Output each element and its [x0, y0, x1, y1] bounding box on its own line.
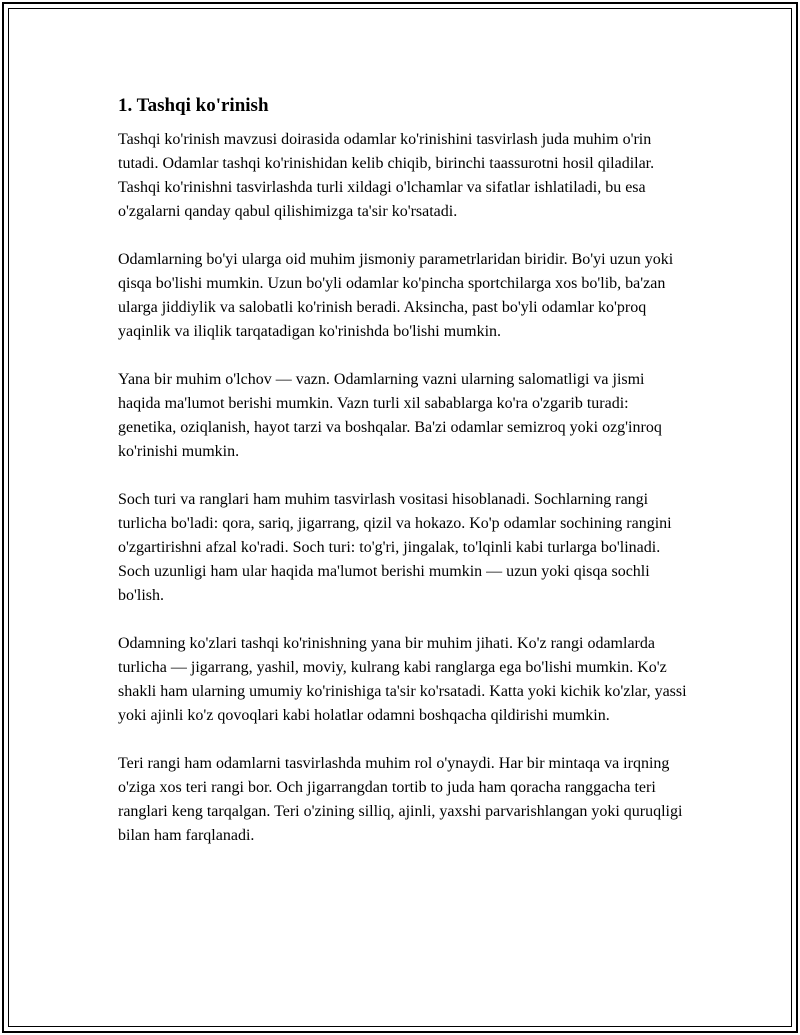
paragraph-hair: Soch turi va ranglari ham muhim tasvirlash vositasi hisoblanadi. Sochlarning rangi turlicha bo'ladi: qora, sariq, jigarrang, qizil va hokazo. Ko'p odamlar sochining rangini o'zgartirishni afzal ko'radi. Soch turi: to'g'ri, jingalak, to'lqinli kabi turlarga bo'linadi. Soch uzunligi ham ular haqida ma'lumot berishi mumkin — uzun yoki qisqa sochli bo'lish.: [118, 491, 672, 604]
section-heading: 1. Tashqi ko'rinish: [118, 95, 269, 116]
paragraph-eyes: Odamning ko'zlari tashqi ko'rinishning yana bir muhim jihati. Ko'z rangi odamlarda turlicha — jigarrang, yashil, moviy, kulrang kabi ranglarga ega bo'lishi mumkin. Ko'z shakli ham ularning umumiy ko'rinishiga ta'sir ko'rsatadi. Katta yoki kichik ko'zlar, yassi yoki ajinli ko'z qovoqlari kabi holatlar odamni boshqacha qildirishi mumkin.: [118, 635, 687, 724]
paragraph-weight: Yana bir muhim o'lchov — vazn. Odamlarning vazni ularning salomatligi va jismi haqida ma'lumot berishi mumkin. Vazn turli xil sabablarga ko'ra o'zgarib turadi: genetika, oziqlanish, hayot tarzi va boshqalar. Ba'zi odamlar semizroq yoki ozg'inroq ko'rinishi mumkin.: [118, 371, 662, 460]
document-body: [118, 93, 690, 872]
paragraph-intro: Tashqi ko'rinish mavzusi doirasida odamlar ko'rinishini tasvirlash juda muhim o'rin tutadi. Odamlar tashqi ko'rinishidan kelib chiqib, birinchi taassurotni hosil qiladilar. Tashqi ko'rinishni tasvirlashda turli xildagi o'lchamlar va sifatlar ishlatiladi, bu esa o'zgalarni qanday qabul qilishimizga ta'sir ko'rsatadi.: [118, 131, 655, 220]
paragraph-skin: Teri rangi ham odamlarni tasvirlashda muhim rol o'ynaydi. Har bir mintaqa va irqning o'ziga xos teri rangi bor. Och jigarrangdan tortib to juda ham qoracha ranggacha teri ranglari keng tarqalgan. Teri o'zining silliq, ajinli, yaxshi parvarishlangan yoki quruqligi bilan ham farqlanadi.: [118, 755, 683, 844]
paragraph-height: Odamlarning bo'yi ularga oid muhim jismoniy parametrlaridan biridir. Bo'yi uzun yoki qisqa bo'lishi mumkin. Uzun bo'yli odamlar ko'pincha sportchilarga xos bo'lib, ba'zan ularga jiddiylik va salobatli ko'rinish beradi. Aksincha, past bo'yli odamlar ko'proq yaqinlik va iliqlik tarqatadigan ko'rinishda bo'lishi mumkin.: [118, 251, 674, 340]
